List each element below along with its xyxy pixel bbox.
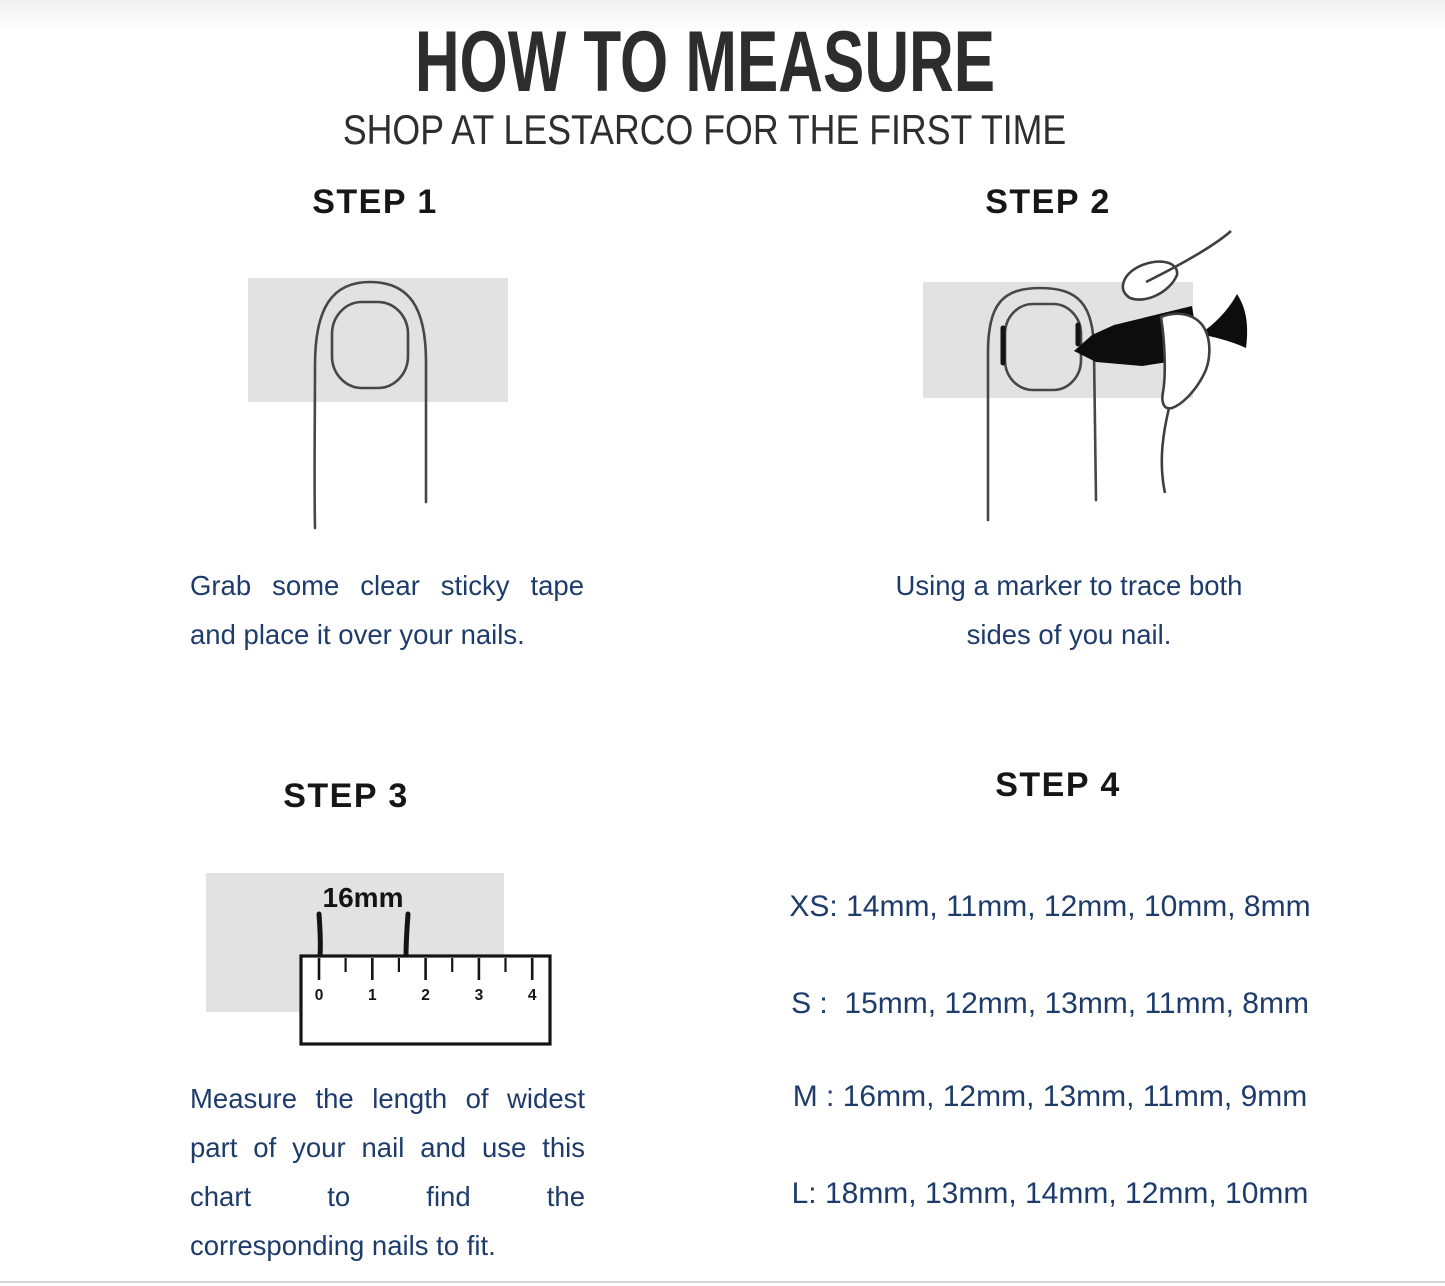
- ruler-number: 2: [421, 987, 430, 1004]
- hand-fingers-outline: [1161, 314, 1209, 409]
- ruler-number: 1: [367, 987, 377, 1004]
- finger-with-tape-illustration: [180, 170, 680, 570]
- wrist-line: [1162, 408, 1169, 493]
- page-subtitle: [0, 106, 1410, 164]
- step-2-heading: STEP 2: [985, 183, 1111, 221]
- ruler-number: 0: [314, 987, 324, 1004]
- step-4-heading: STEP 4: [995, 766, 1121, 804]
- size-row-m: M : 16mm, 12mm, 13mm, 11mm, 9mm: [792, 1080, 1308, 1113]
- measured-width-label: 16mm: [322, 882, 404, 913]
- ruler-number: 3: [474, 987, 484, 1004]
- caption-line: part of your nail and use this: [190, 1132, 585, 1163]
- caption-line: and place it over your nails.: [190, 619, 525, 650]
- step-3-heading: STEP 3: [283, 777, 409, 815]
- size-chart: [780, 888, 1320, 1214]
- caption-line: corresponding nails to fit.: [190, 1230, 496, 1261]
- caption-line: chart to find the: [190, 1181, 585, 1212]
- trace-mark-right: [406, 914, 408, 956]
- caption-line: sides of you nail.: [966, 619, 1172, 650]
- caption-line: Using a marker to trace both: [895, 570, 1243, 601]
- page-title-text: HOW TO MEASURE: [414, 14, 996, 110]
- marker-tracing-illustration: [880, 170, 1420, 570]
- ruler-measuring-illustration: [180, 760, 630, 1070]
- tape-rect: [248, 278, 508, 402]
- bottom-divider: [0, 1281, 1445, 1283]
- hand-top-line: [1146, 231, 1231, 282]
- size-row-s: S : 15mm, 12mm, 13mm, 11mm, 8mm: [791, 987, 1309, 1020]
- step-1-caption: [190, 561, 584, 659]
- size-row-xs: XS: 14mm, 11mm, 12mm, 10mm, 8mm: [789, 890, 1311, 923]
- size-row-l: L: 18mm, 13mm, 14mm, 12mm, 10mm: [791, 1177, 1309, 1210]
- trace-mark-left: [319, 914, 320, 956]
- step-1-heading: STEP 1: [312, 183, 438, 221]
- caption-line: Grab some clear sticky tape: [190, 570, 584, 601]
- ruler-number: 4: [527, 987, 537, 1004]
- page-subtitle-text: SHOP AT LESTARCO FOR THE FIRST TIME: [343, 106, 1067, 153]
- step-2-caption: [886, 561, 1252, 659]
- step-3-caption: [190, 1074, 585, 1270]
- caption-line: Measure the length of widest: [190, 1083, 585, 1114]
